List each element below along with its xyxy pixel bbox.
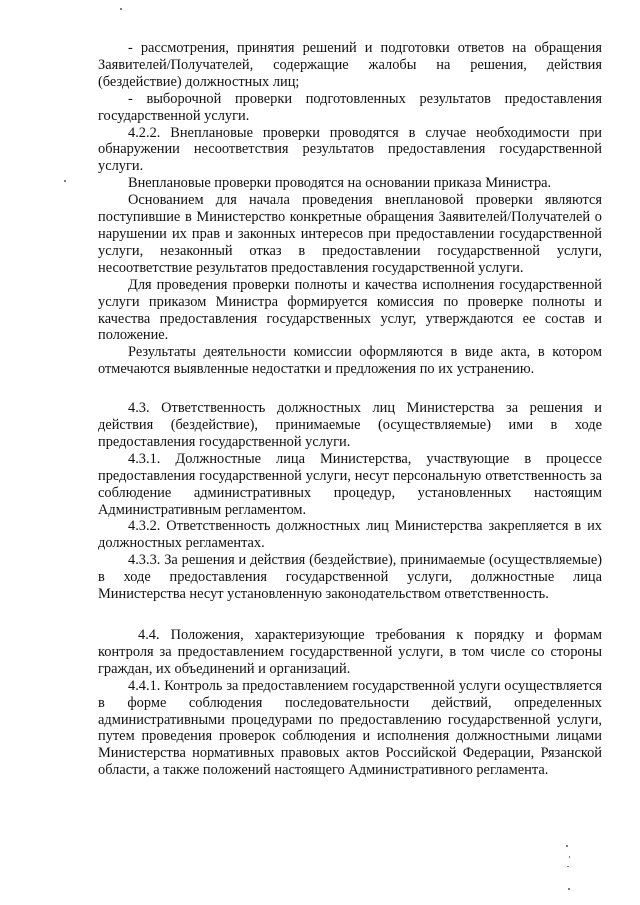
paragraph-results-act: Результаты деятельности комиссии оформляются в виде акта, в котором отмечаются выявленные недостатки и предложения по их устранению. [98,344,602,378]
section-heading-4-3: 4.3. Ответственность должностных лиц Министерства за решения и действия (бездействие), принимаемые (осуществляемые) ими в ходе предоставления государственной услуги. [98,400,602,450]
scan-speck [566,845,568,847]
paragraph-commission: Для проведения проверки полноты и качества исполнения государственной услуги приказом Министра формируется комиссия по проверке полноты и качества предоставления государственных услуг, утверждаются ее состав и положение. [98,276,602,344]
paragraph-4-3-3: 4.3.3. За решения и действия (бездействие), принимаемые (осуществляемые) в ходе предоставления государственной услуги, должностные лица Министерства несут установленную законодательством ответственность. [98,552,602,603]
scan-speck [64,180,66,182]
paragraph-4-3-1: 4.3.1. Должностные лица Министерства, участвующие в процессе предоставления государственной услуги, несут персональную ответственность за соблюдение административных процедур, установленных настоящим Административным регламентом. [98,450,602,518]
scan-speck [569,856,570,858]
paragraph-grounds: Основанием для начала проведения внеплановой проверки являются поступившие в Министерство конкретные обращения Заявителей/Получателей о нарушении их прав и законных интересов при предоставлении государственной услуги, незаконный отказ в предоставлении государственной услуги, несоответствие результатов предоставления государственной услуги. [98,192,602,276]
paragraph-4-3-2: 4.3.2. Ответственность должностных лиц Министерства закрепляется в их должностных регламентах. [98,518,602,552]
paragraph-unplanned-basis: Внеплановые проверки проводятся на основании приказа Министра. [128,175,552,192]
section-heading-4-4: 4.4. Положения, характеризующие требования к порядку и формам контроля за предоставлением государственной услуги, в том числе со стороны граждан, их объединений и организаций. [98,627,602,677]
paragraph-selective-check: - выборочной проверки подготовленных результатов предоставления государственной услуги. [98,90,602,124]
paragraph-review-appeals: - рассмотрения, принятия решений и подготовки ответов на обращения Заявителей/Получателей, содержащие жалобы на решения, действия (бездействие) должностных лиц; [98,40,602,90]
document-body [98,40,602,779]
scan-speck [568,888,570,890]
scan-speck [120,8,122,10]
paragraph-4-4-1: 4.4.1. Контроль за предоставлением государственной услуги осуществляется в форме соблюдения последовательности действий, определенных административными процедурами по предоставлению государственной услуги, путем проведения проверок соблюдения и исполнения должностными лицами Министерства нормативных правовых актов Российской Федерации, Рязанской области, а также положений настоящего Административного регламента. [98,677,602,779]
paragraph-4-2-2: 4.2.2. Внеплановые проверки проводятся в случае необходимости при обнаружении несоответствия результатов предоставления государственной услуги. [98,124,602,175]
scan-speck [567,866,569,867]
